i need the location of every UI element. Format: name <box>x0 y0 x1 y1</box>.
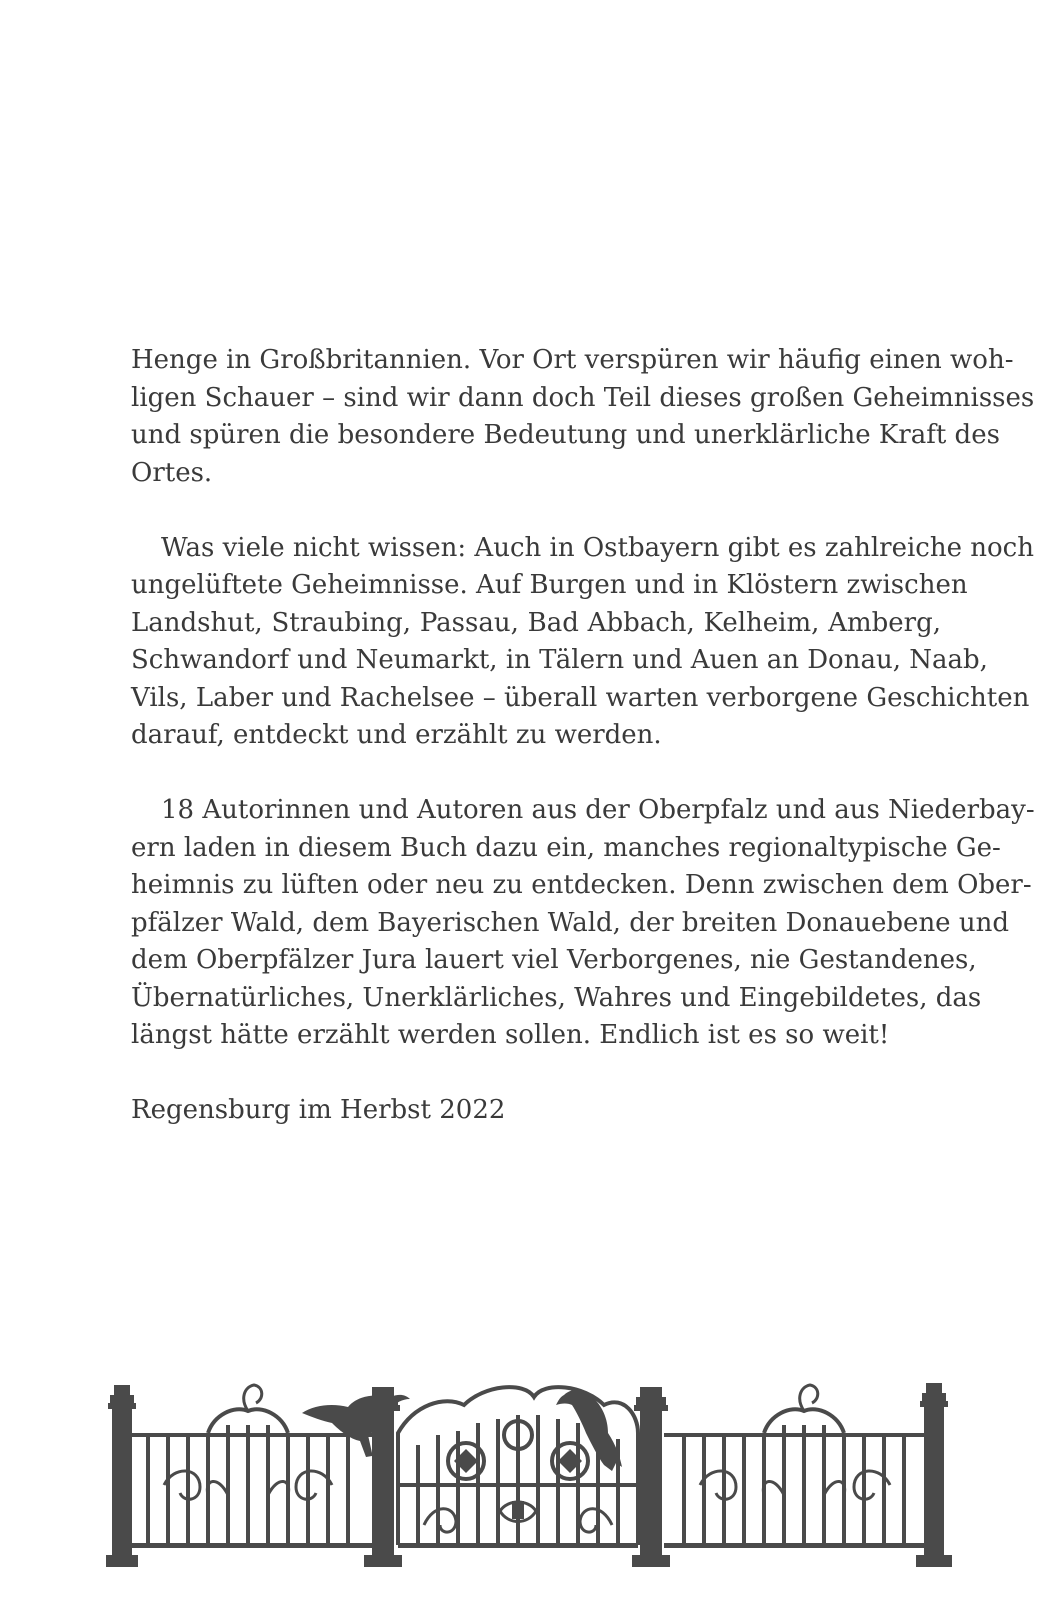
paragraph-1 <box>131 342 1035 492</box>
paragraph-2 <box>131 530 1034 755</box>
text-line: Ortes. <box>131 457 213 488</box>
text-line: ern laden in diesem Buch dazu ein, manches regionaltypische Ge- <box>131 832 1001 863</box>
body-text <box>131 342 1035 1130</box>
text-line: pfälzer Wald, dem Bayerischen Wald, der breiten Donauebene und <box>131 907 1009 938</box>
text-line: Schwandorf und Neumarkt, in Tälern und Auen an Donau, Naab, <box>131 645 988 675</box>
text-line: darauf, entdeckt und erzählt zu werden. <box>131 720 662 750</box>
text-line: längst hätte erzählt werden sollen. Endlich ist es so weit! <box>131 1020 890 1050</box>
text-line: ligen Schauer – sind wir dann doch Teil dieses großen Geheimnisses <box>131 382 1035 413</box>
text-line: 18 Autorinnen und Autoren aus der Oberpfalz und aus Niederbay- <box>161 795 1035 825</box>
text-line: heimnis zu lüften oder neu zu entdecken. Denn zwischen dem Ober- <box>131 870 1032 900</box>
gate-illustration <box>104 1375 970 1589</box>
signature-line: Regensburg im Herbst 2022 <box>131 1095 506 1125</box>
text-line: Henge in Großbritannien. Vor Ort verspüren wir häufig einen woh- <box>131 345 1014 375</box>
text-line: und spüren die besondere Bedeutung und unerklärliche Kraft des <box>131 420 1000 450</box>
text-line: Übernatürliches, Unerklärliches, Wahres und Eingebildetes, das <box>131 982 982 1013</box>
text-line: Was viele nicht wissen: Auch in Ostbayern gibt es zahlreiche noch <box>161 532 1034 563</box>
text-line: ungelüftete Geheimnisse. Auf Burgen und in Klöstern zwischen <box>131 570 968 600</box>
paragraph-3 <box>131 792 1035 1055</box>
text-line: Vils, Laber und Rachelsee – überall warten verborgene Geschichten <box>131 682 1030 713</box>
text-line: dem Oberpfälzer Jura lauert viel Verborgenes, nie Gestandenes, <box>131 945 977 975</box>
text-line: Landshut, Straubing, Passau, Bad Abbach, Kelheim, Amberg, <box>131 607 941 638</box>
pillar-icon <box>106 1385 138 1567</box>
